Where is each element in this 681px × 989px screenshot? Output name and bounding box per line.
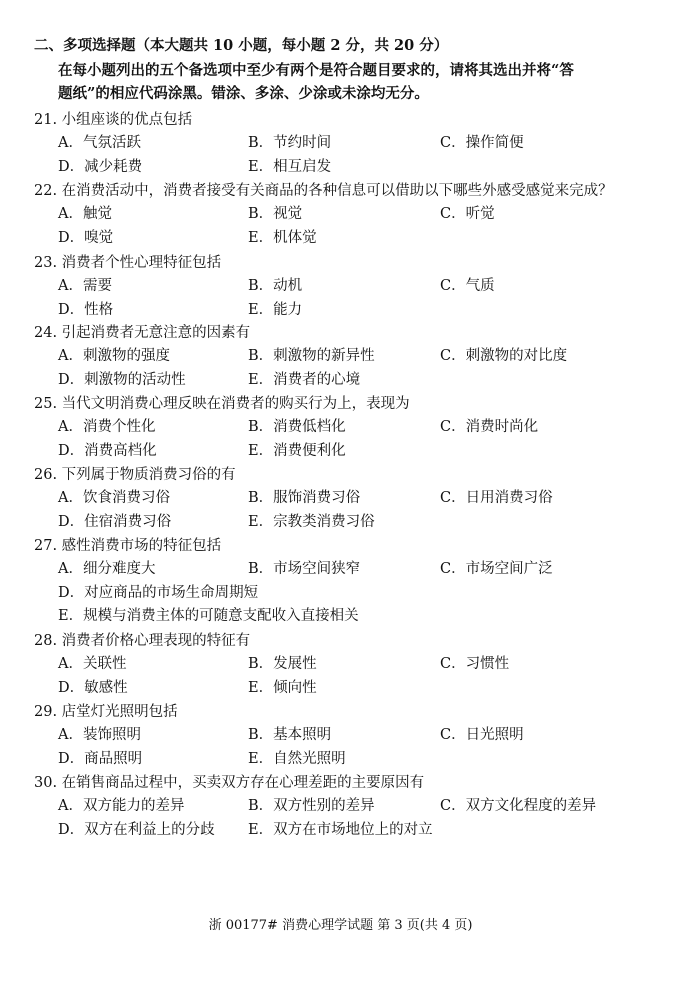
question-text: 店堂灯光照明包括 <box>61 704 178 720</box>
answer-option: E．倾向性 <box>248 679 317 696</box>
question-stem <box>34 392 654 416</box>
answer-option: E．能力 <box>248 301 303 318</box>
answer-option: C．日用消费习俗 <box>440 490 553 506</box>
answer-option: A．细分难度大 <box>58 561 156 577</box>
answer-option: A．装饰照明 <box>58 727 141 743</box>
question-24 <box>34 321 654 392</box>
answer-option: A．刺激物的强度 <box>58 348 170 364</box>
question-number: 25. <box>34 396 58 412</box>
question-number: 26. <box>34 467 58 483</box>
question-stem <box>34 700 654 724</box>
question-text: 消费者个性心理特征包括 <box>61 255 222 271</box>
question-number: 29. <box>34 704 58 720</box>
answer-option: B．节约时间 <box>248 135 332 151</box>
option-row <box>34 819 654 843</box>
answer-option: E．消费者的心境 <box>248 371 361 388</box>
option-row <box>34 511 654 535</box>
option-row <box>34 795 654 819</box>
question-number: 30. <box>34 775 58 791</box>
question-text: 消费者价格心理表现的特征有 <box>61 633 251 649</box>
question-26 <box>34 463 654 534</box>
answer-option: E．规模与消费主体的可随意支配收入直接相关 <box>58 608 359 624</box>
question-stem <box>34 179 654 203</box>
answer-option: A．触觉 <box>58 206 112 222</box>
answer-option: B．双方性别的差异 <box>248 798 375 814</box>
answer-option: E．机体觉 <box>248 229 317 246</box>
answer-option: C．习惯性 <box>440 656 510 672</box>
answer-option: B．服饰消费习俗 <box>248 490 361 506</box>
option-row <box>34 203 654 227</box>
question-28 <box>34 629 654 700</box>
option-row <box>34 369 654 393</box>
answer-option: E．相互启发 <box>248 158 332 175</box>
question-text: 小组座谈的优点包括 <box>61 112 193 128</box>
section-instructions-line-2: 题纸”的相应代码涂黑。错涂、多涂、少涂或未涂均无分。 <box>58 85 429 102</box>
question-text: 当代文明消费心理反映在消费者的购买行为上，表现为 <box>61 396 410 412</box>
question-stem <box>34 629 654 653</box>
option-row <box>34 582 654 606</box>
option-row <box>34 416 654 440</box>
option-row <box>34 487 654 511</box>
question-text: 感性消费市场的特征包括 <box>61 538 222 554</box>
option-row <box>34 440 654 464</box>
question-23 <box>34 251 654 322</box>
question-text: 下列属于物质消费习俗的有 <box>61 467 236 483</box>
question-stem <box>34 251 654 275</box>
answer-option: B．基本照明 <box>248 727 332 743</box>
question-number: 28. <box>34 633 58 649</box>
question-29 <box>34 700 654 771</box>
section-instructions-line-1: 在每小题列出的五个备选项中至少有两个是符合题目要求的，请将其选出并将“答 <box>58 62 574 79</box>
answer-option: C．刺激物的对比度 <box>440 348 568 364</box>
section-title: 二、多项选择题（本大题共 10 小题，每小题 2 分，共 20 分） <box>34 37 449 54</box>
option-row <box>34 156 654 180</box>
answer-option: A．消费个性化 <box>58 419 156 435</box>
question-stem <box>34 771 654 795</box>
answer-option: B．动机 <box>248 278 303 294</box>
answer-option: D．消费高档化 <box>58 442 157 459</box>
answer-option: E．双方在市场地位上的对立 <box>248 821 433 838</box>
question-number: 23. <box>34 255 58 271</box>
question-number: 27. <box>34 538 58 554</box>
option-row <box>34 227 654 251</box>
answer-option: A．关联性 <box>58 656 127 672</box>
answer-option: C．操作简便 <box>440 135 524 151</box>
question-number: 22. <box>34 183 58 199</box>
question-number: 21. <box>34 112 58 128</box>
answer-option: A．饮食消费习俗 <box>58 490 170 506</box>
question-text: 在销售商品过程中，买卖双方存在心理差距的主要原因有 <box>61 775 425 791</box>
answer-option: C．日光照明 <box>440 727 524 743</box>
answer-option: B．发展性 <box>248 656 317 672</box>
answer-option: D．对应商品的市场生命周期短 <box>58 584 259 601</box>
question-22 <box>34 179 654 250</box>
option-row <box>34 558 654 582</box>
answer-option: B．刺激物的新异性 <box>248 348 375 364</box>
page-footer: 浙 00177# 消费心理学试题 第 3 页(共 4 页) <box>208 918 473 933</box>
question-text: 引起消费者无意注意的因素有 <box>61 325 251 341</box>
answer-option: D．减少耗费 <box>58 158 143 175</box>
question-stem <box>34 321 654 345</box>
question-stem <box>34 108 654 132</box>
answer-option: A．双方能力的差异 <box>58 798 185 814</box>
answer-option: D．刺激物的活动性 <box>58 371 186 388</box>
option-row <box>34 653 654 677</box>
question-text: 在消费活动中，消费者接受有关商品的各种信息可以借助以下哪些外感受感觉来完成？ <box>61 183 613 199</box>
option-row <box>34 724 654 748</box>
option-row <box>34 132 654 156</box>
answer-option: E．宗教类消费习俗 <box>248 513 375 530</box>
answer-option: C．听觉 <box>440 206 495 222</box>
answer-option: C．双方文化程度的差异 <box>440 798 597 814</box>
answer-option: D．性格 <box>58 301 114 318</box>
answer-option: D．嗅觉 <box>58 229 114 246</box>
answer-option: D．住宿消费习俗 <box>58 513 172 530</box>
question-number: 24. <box>34 325 58 341</box>
answer-option: D．商品照明 <box>58 750 143 767</box>
answer-option: D．敏感性 <box>58 679 128 696</box>
answer-option: C．气质 <box>440 278 495 294</box>
question-27 <box>34 534 654 629</box>
question-21 <box>34 108 654 179</box>
option-row <box>34 605 654 629</box>
answer-option: B．市场空间狭窄 <box>248 561 361 577</box>
option-row <box>34 299 654 323</box>
answer-option: B．消费低档化 <box>248 419 346 435</box>
answer-option: A．需要 <box>58 278 112 294</box>
answer-option: E．消费便利化 <box>248 442 346 459</box>
answer-option: C．市场空间广泛 <box>440 561 553 577</box>
question-stem <box>34 534 654 558</box>
answer-option: A．气氛活跃 <box>58 135 141 151</box>
option-row <box>34 345 654 369</box>
question-30 <box>34 771 654 842</box>
option-row <box>34 275 654 299</box>
answer-option: B．视觉 <box>248 206 303 222</box>
option-row <box>34 677 654 701</box>
option-row <box>34 748 654 772</box>
answer-option: C．消费时尚化 <box>440 419 539 435</box>
answer-option: E．自然光照明 <box>248 750 346 767</box>
question-stem <box>34 463 654 487</box>
answer-option: D．双方在利益上的分歧 <box>58 821 215 838</box>
question-25 <box>34 392 654 463</box>
